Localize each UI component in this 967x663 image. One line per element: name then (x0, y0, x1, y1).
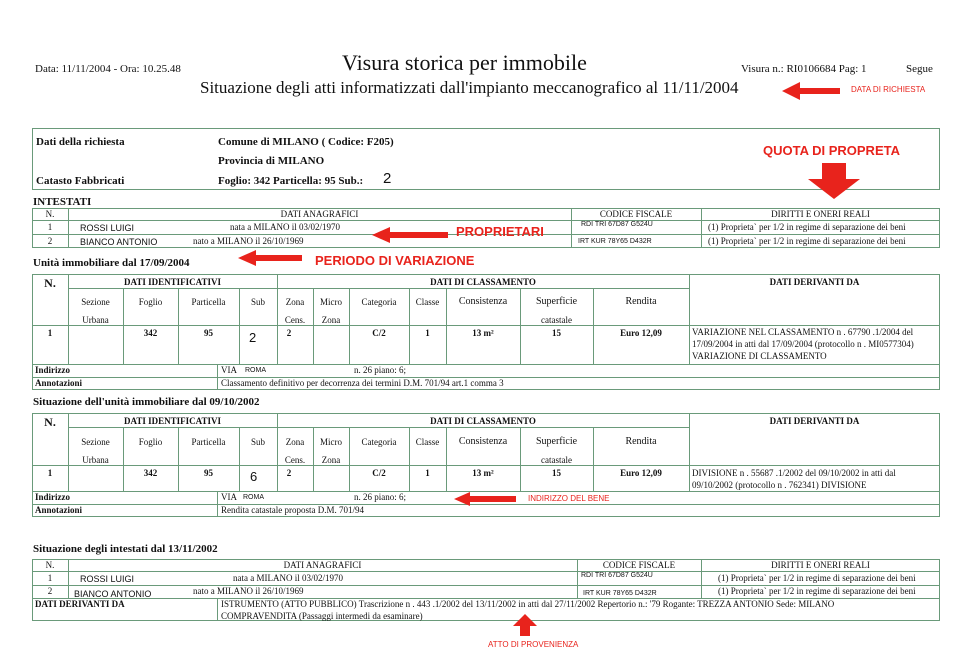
group-derivanti: DATI DERIVANTI DA (769, 416, 860, 426)
indirizzo-label: Indirizzo (35, 365, 70, 375)
richiesta-label: Dati della richiesta (36, 136, 125, 148)
owner-name: BIANCO ANTONIO (74, 589, 152, 599)
col-diritti: DIRITTI E ONERI REALI (771, 560, 870, 570)
segue-label: Segue (906, 63, 933, 75)
indirizzo-street: ROMA (243, 494, 264, 501)
col-anagrafici: DATI ANAGRAFICI (280, 209, 359, 219)
provincia: Provincia di MILANO (218, 155, 325, 167)
annotation-data-richiesta: DATA DI RICHIESTA (851, 85, 926, 94)
arrow-left-icon (372, 227, 450, 243)
annotazioni-text: Classamento definitivo per decorrenza dei termini D.M. 701/94 art.1 comma 3 (221, 378, 504, 388)
group-derivanti: DATI DERIVANTI DA (769, 277, 860, 287)
arrow-left-icon (238, 250, 304, 266)
print-date: Data: 11/11/2004 - Ora: 10.25.48 (35, 63, 181, 75)
catasto-label: Catasto Fabbricati (36, 175, 125, 187)
unita-title: Unità immobiliare dal 17/09/2004 (33, 257, 190, 269)
indirizzo-label: Indirizzo (35, 492, 70, 502)
annotazioni-label: Annotazioni (35, 505, 83, 515)
comune: Comune di MILANO ( Codice: F205) (218, 136, 394, 148)
intestati-title: INTESTATI (33, 196, 92, 208)
derivanti-label: DATI DERIVANTI DA (35, 599, 125, 609)
col-anagrafici: DATI ANAGRAFICI (283, 560, 362, 570)
group-identificativi: DATI IDENTIFICATIVI (124, 277, 221, 287)
group-identificativi: DATI IDENTIFICATIVI (124, 416, 221, 426)
dati-derivanti: VARIAZIONE NEL CLASSAMENTO n . 67790 .1/2004 del 17/09/2004 in atti dal 17/09/2004 (protocollo n . MI0577304) VARIAZIONE DI CLASSAMENTO (692, 327, 914, 361)
richiesta-box (32, 128, 940, 190)
col-n: N. (45, 209, 55, 219)
owner-name: ROSSI LUIGI (80, 223, 135, 233)
annotation-proprietari: PROPRIETARI (456, 224, 544, 239)
annotazioni-text: Rendita catastale proposta D.M. 701/94 (221, 505, 364, 515)
group-classamento: DATI DI CLASSAMENTO (430, 416, 536, 426)
foglio-particella: Foglio: 342 Particella: 95 Sub.: (218, 175, 364, 187)
col-codice-fiscale: CODICE FISCALE (602, 560, 676, 570)
owner-name: ROSSI LUIGI (80, 574, 135, 584)
arrow-left-icon (454, 492, 518, 506)
group-classamento: DATI DI CLASSAMENTO (430, 277, 536, 287)
indirizzo-street: ROMA (245, 367, 266, 374)
col-codice-fiscale: CODICE FISCALE (599, 209, 673, 219)
intestati-title: Situazione degli intestati dal 13/11/2002 (33, 543, 218, 555)
col-n: N. (44, 415, 56, 429)
col-n: N. (45, 560, 55, 570)
annotation-indirizzo: INDIRIZZO DEL BENE (528, 494, 610, 503)
derivanti-line1: ISTRUMENTO (ATTO PUBBLICO) Trascrizione n . 443 .1/2002 del 13/11/2002 in atti dal 27/11/2002 Repertorio n.: '79 Rogante: TREZZA ANTONIO Sede: MILANO (221, 599, 835, 609)
unita-title: Situazione dell'unità immobiliare dal 09/10/2002 (33, 396, 260, 408)
col-n: N. (44, 276, 56, 290)
sub-value: 6 (250, 469, 258, 484)
annotation-quota: QUOTA DI PROPRETA (763, 143, 900, 158)
sub-value: 2 (249, 330, 257, 345)
annotation-periodo: PERIODO DI VARIAZIONE (315, 253, 475, 268)
annotazioni-label: Annotazioni (35, 378, 83, 388)
page-title: Visura storica per immobile (342, 50, 587, 75)
dati-derivanti: DIVISIONE n . 55687 .1/2002 del 09/10/2002 in atti dal 09/10/2002 (protocollo n . 762341) DIVISIONE (692, 468, 896, 490)
arrow-left-icon (782, 82, 842, 100)
annotation-atto: ATTO DI PROVENIENZA (488, 640, 579, 649)
sub-value: 2 (383, 170, 392, 187)
page-subtitle: Situazione degli atti informatizzati dall'impianto meccanografico al 11/11/2004 (200, 78, 739, 97)
arrow-up-icon (513, 614, 537, 636)
derivanti-line2: COMPRAVENDITA (Passaggi intermedi da esaminare) (221, 611, 423, 621)
arrow-down-icon (808, 163, 860, 199)
visura-number: Visura n.: RI0106684 Pag: 1 (741, 63, 867, 75)
col-diritti: DIRITTI E ONERI REALI (771, 209, 870, 219)
owner-name: BIANCO ANTONIO (80, 237, 158, 247)
